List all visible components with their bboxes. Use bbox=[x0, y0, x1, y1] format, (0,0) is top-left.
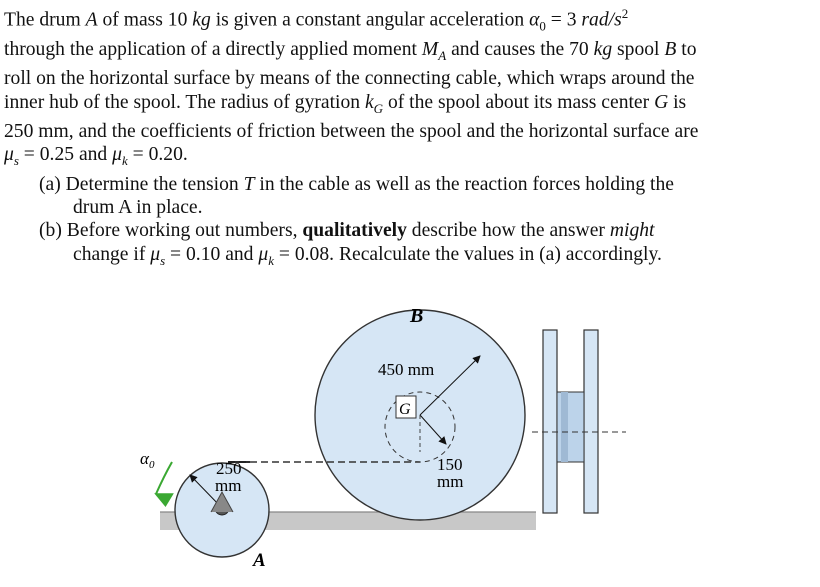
problem-line-2: through the application of a directly applied moment $M_A$ and causes the 70 kg spool B to bbox=[4, 38, 697, 63]
label-150-mm: mm bbox=[437, 472, 464, 491]
label-b: B bbox=[410, 305, 424, 327]
label-250-mm: mm bbox=[215, 476, 242, 495]
part-b-line-2: change if $\mu_s = 0.10$ and $\mu_k = 0.08$. Recalculate the values in (a) accordingly. bbox=[73, 243, 662, 268]
label-alpha: $\alpha_0$ bbox=[140, 449, 155, 471]
part-a-line-1: (a) Determine the tension T in the cable as well as the reaction forces holding the bbox=[39, 173, 674, 195]
problem-line-4: inner hub of the spool. The radius of gyration $k_G$ of the spool about its mass center G is bbox=[4, 91, 687, 116]
problem-line-5: 250 mm, and the coefficients of friction between the spool and the horizontal surface are bbox=[4, 120, 699, 142]
label-g: G bbox=[399, 401, 411, 418]
label-150: 150 bbox=[437, 455, 463, 474]
problem-line-6: $\mu_s = 0.25$ and $\mu_k = 0.20$. bbox=[4, 144, 188, 169]
label-450mm: 450 mm bbox=[378, 360, 435, 379]
spool-side-view bbox=[532, 330, 626, 513]
problem-line-1: The drum A of mass 10 kg is given a constant angular acceleration $\alpha_0 = 3$ rad/$s^2$ bbox=[4, 6, 629, 34]
part-b-line-1: (b) Before working out numbers, qualitatively describe how the answer might bbox=[39, 220, 655, 242]
alpha-arrow bbox=[156, 462, 172, 494]
label-250: 250 bbox=[216, 459, 242, 478]
spool-drum-figure bbox=[0, 270, 820, 587]
part-a-line-2: drum A in place. bbox=[73, 197, 203, 218]
label-a: A bbox=[253, 550, 266, 571]
problem-statement bbox=[4, 2, 816, 272]
problem-line-3: roll on the horizontal surface by means of the connecting cable, which wraps around the bbox=[4, 68, 695, 90]
